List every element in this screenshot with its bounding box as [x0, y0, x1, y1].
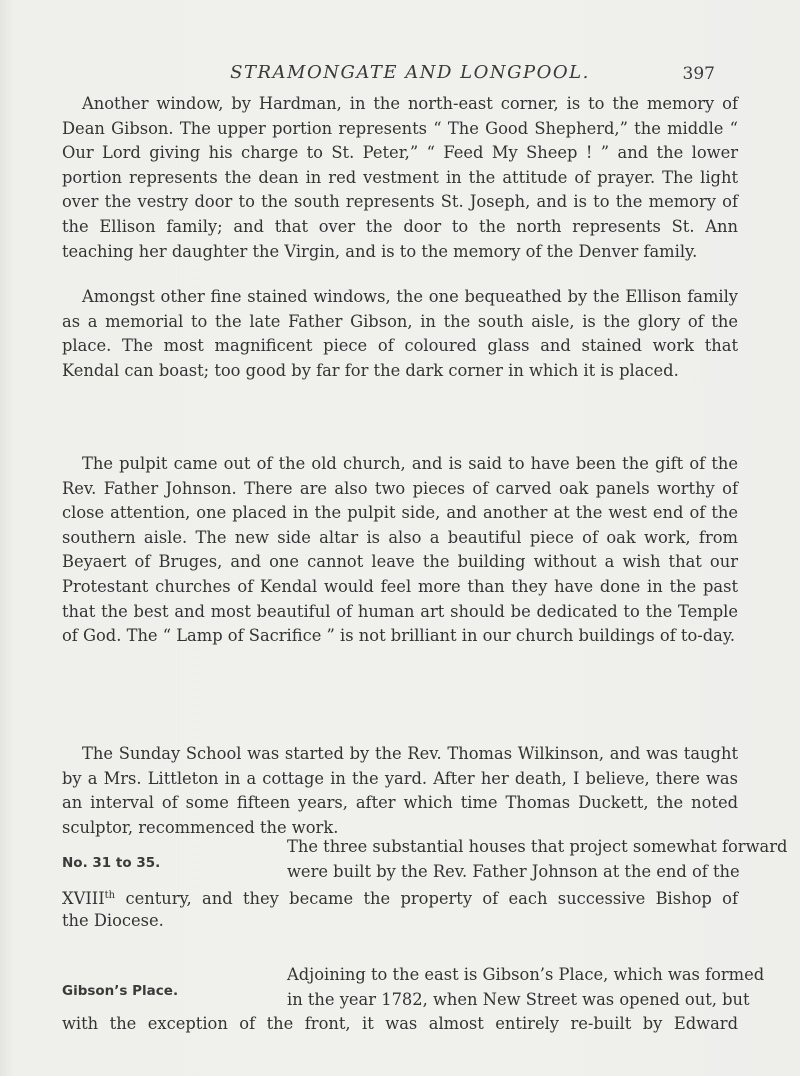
side-heading: No. 31 to 35.	[62, 855, 161, 871]
paragraph-pulpit	[62, 452, 738, 649]
paragraph-text: The Sunday School was started by the Rev. Thomas Wilkinson, and was taught by a Mrs. Littleton in a cottage in the yard. After her death, I believe, there was an interval of some fifteen years, after which time Thomas Duckett, the noted sculptor, recommenced the work.	[62, 744, 738, 837]
paragraph-sunday-school	[62, 742, 738, 840]
section-line: XVIIIth century, and they became the property of each successive Bishop of	[62, 889, 738, 909]
page-number: 397	[682, 64, 715, 84]
paragraph-text: Amongst other fine stained windows, the one bequeathed by the Ellison family as a memorial to the late Father Gibson, in the south aisle, is the glory of the place. The most magnificent piece of coloured glass and stained work that Kendal can boast; too good by far for the dark corner in which it is placed.	[62, 287, 738, 380]
section-line: in the year 1782, when New Street was opened out, but	[287, 989, 750, 1009]
running-title: STRAMONGATE AND LONGPOOL.	[230, 62, 590, 83]
section-line: with the exception of the front, it was almost entirely re-built by Edward	[62, 1014, 738, 1034]
section-line: were built by the Rev. Father Johnson at the end of the	[287, 861, 740, 881]
paragraph-windows	[62, 92, 738, 264]
paragraph-text: The pulpit came out of the old church, and is said to have been the gift of the Rev. Father Johnson. There are also two pieces of carved oak panels worthy of close attention, one placed in the pulpit side, and another at the west end of the southern aisle. The new side altar is also a beautiful piece of oak work, from Beyaert of Bruges, and one cannot leave the building without a wish that our Protestant churches of Kendal would feel more than they have done in the past that the best and most beautiful of human art should be dedicated to the Temple of God. The “ Lamp of Sacrifice ” is not brilliant in our church buildings of to-day.	[62, 454, 738, 646]
section-line: The three substantial houses that project somewhat forward	[287, 837, 788, 856]
section-line: Adjoining to the east is Gibson’s Place, which was formed	[287, 965, 765, 984]
paragraph-stained-glass	[62, 285, 738, 383]
paragraph-text: Another window, by Hardman, in the north-east corner, is to the memory of Dean Gibson. The upper portion represents “ The Good Shepherd,” the middle “ Our Lord giving his charge to St. Peter,” “ Feed My Sheep ! ” and the lower portion represents the dean in red vestment in the attitude of prayer. The light over the vestry door to the south represents St. Joseph, and is to the memory of the Ellison family; and that over the door to the north represents St. Ann teaching her daughter the Virgin, and is to the memory of the Denver family.	[62, 94, 738, 261]
section-line: the Diocese.	[62, 910, 164, 930]
side-heading: Gibson’s Place.	[62, 983, 179, 999]
